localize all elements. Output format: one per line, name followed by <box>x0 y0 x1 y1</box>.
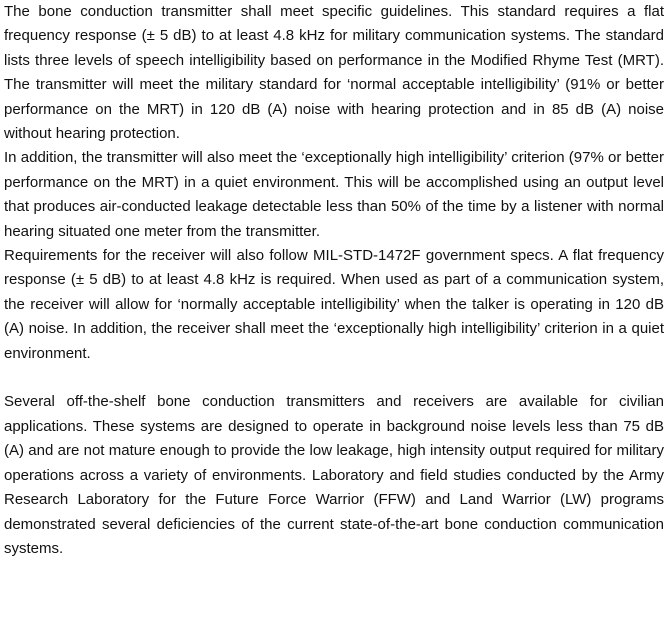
document-page <box>4 0 664 561</box>
paragraph-off-the-shelf-systems: Several off-the-shelf bone conduction transmitters and receivers are available for civilian applications. These systems are designed to operate in background noise levels less than 75 dB (A) and are not mature enough to provide the low leakage, high intensity output required for military operations across a variety of environments. Laboratory and field studies conducted by the Army Research Laboratory for the Future Force Warrior (FFW) and Land Warrior (LW) programs demonstrated several deficiencies of the current state-of-the-art bone conduction communication systems. <box>4 393 664 557</box>
paragraph-transmitter-quiet-criterion: In addition, the transmitter will also meet the ‘exceptionally high intelligibility’ criterion (97% or better performance on the MRT) in a quiet environment. This will be accomplished using an output level that produces air-conducted leakage detectable less than 50% of the time by a listener with normal hearing situated one meter from the transmitter. <box>4 149 664 240</box>
paragraph-receiver-requirements: Requirements for the receiver will also follow MIL-STD-1472F government specs. A flat frequency response (± 5 dB) to at least 4.8 kHz is required. When used as part of a communication system, the receiver will allow for ‘normally acceptable intelligibility’ when the talker is operating in 120 dB (A) noise. In addition, the receiver shall meet the ‘exceptionally high intelligibility’ criterion in a quiet environment. <box>4 247 664 362</box>
paragraph-transmitter-guidelines: The bone conduction transmitter shall meet specific guidelines. This standard requires a flat frequency response (± 5 dB) to at least 4.8 kHz for military communication systems. The standard lists three levels of speech intelligibility based on performance in the Modified Rhyme Test (MRT). The transmitter will meet the military standard for ‘normal acceptable intelligibility’ (91% or better performance on the MRT) in 120 dB (A) noise with hearing protection and in 85 dB (A) noise without hearing protection. <box>4 3 664 143</box>
paragraph-spacer <box>4 366 664 390</box>
